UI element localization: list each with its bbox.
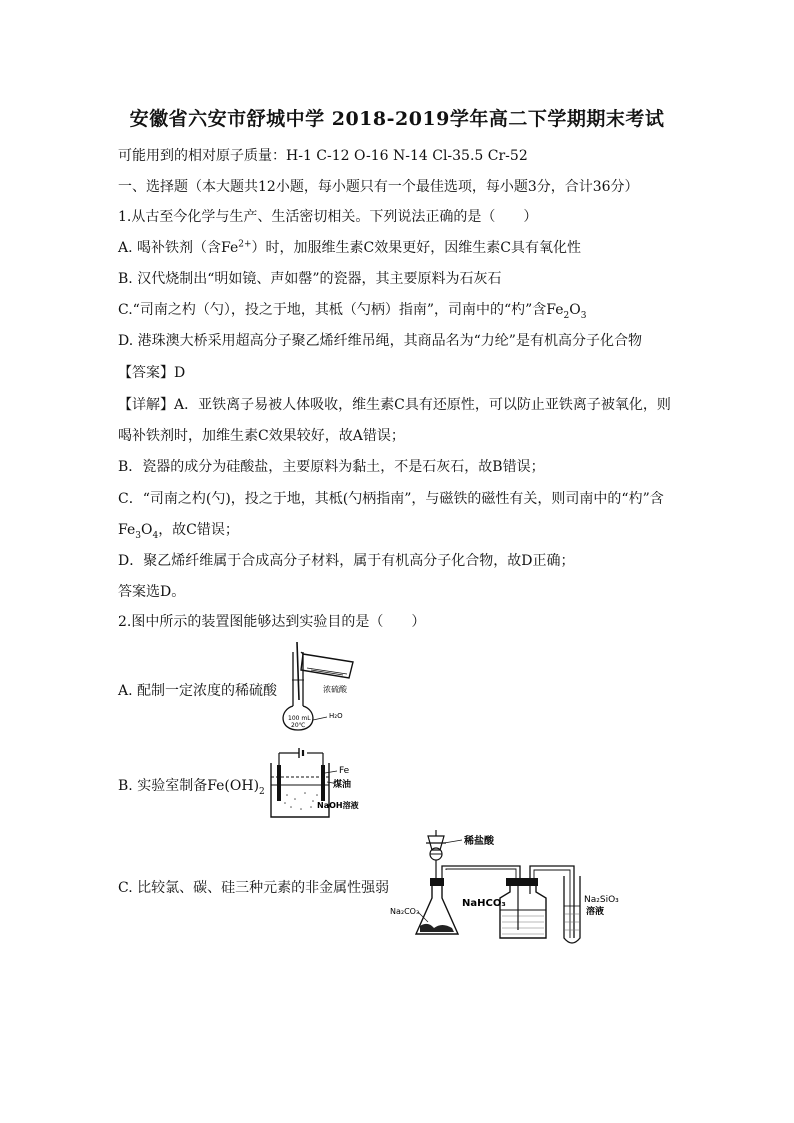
pouring-beaker [301,652,353,678]
q1-option-c-pre: C.“司南之杓（勺），投之于地，其柢（勺柄）指南”，司南中的“杓”含Fe [118,302,564,318]
separatory-funnel [426,830,446,878]
glass-rod [297,642,299,700]
conical-flask [416,870,458,934]
q1-option-a-sup: 2+ [238,239,252,250]
fig-a-temp: 20℃ [291,722,306,729]
fig-c-solution: 溶液 [586,907,605,917]
q2-option-c: C. 比较氯、碳、硅三种元素的非金属性强弱 [118,880,390,896]
q2-option-a: A. 配制一定浓度的稀硫酸 [118,683,278,699]
q1-option-c [118,300,586,320]
q1-detail-5-pre: Fe [118,522,136,538]
washing-bottle [500,878,546,938]
q1-answer: 【答案】D [118,365,186,381]
atomic-masses: 可能用到的相对原子质量：H-1 C-12 O-16 N-14 Cl-35.5 Cr-52 [118,148,528,164]
q2-stem: 2.图中所示的装置图能够达到实验目的是（ ） [118,614,426,630]
q2-option-b-sub: 2 [259,786,265,797]
q1-detail-5-post: ，故C错误； [158,522,239,538]
fig-c-na2co3: Na₂CO₃ [390,907,420,916]
q1-detail-1: 【详解】A．亚铁离子易被人体吸收，维生素C具有还原性，可以防止亚铁离子被氧化，则 [118,397,671,413]
q1-stem: 1.从古至今化学与生产、生活密切相关。下列说法正确的是（ ） [118,209,538,225]
q1-detail-4: C．“司南之杓(勺)，投之于地，其柢(勺柄指南”，与磁铁的磁性有关，则司南中的“杓”含 [118,491,664,507]
q1-option-a-pre: A. 喝补铁剂（含Fe [118,240,239,256]
fig-a-water: H₂O [329,712,343,720]
fig-c-nahco3: NaHCO₃ [462,898,506,909]
section-heading: 一、选择题（本大题共12小题，每小题只有一个最佳选项，每小题3分，合计36分） [118,179,639,195]
q1-option-a-post: ）时，加服维生素C效果更好，因维生素C具有氧化性 [251,240,581,256]
q1-option-c-sub1: 2 [563,310,570,321]
q1-option-a [118,238,581,258]
fig-a-volume: 100 mL [288,715,311,722]
q1-option-c-sub2: 3 [580,310,587,321]
q2-option-b [118,775,265,795]
fig-b-fe: Fe [339,766,350,776]
fig-c-hcl: 稀盐酸 [464,836,494,847]
q1-detail-2: 喝补铁剂时，加维生素C效果较好，故A错误； [118,428,405,444]
fig-b-naoh: NaOH溶液 [317,801,359,810]
fig-a-acid-label: 浓硫酸 [323,685,347,694]
fig-b-oil: 煤油 [333,780,352,790]
test-tube [564,876,580,943]
q1-detail-5-sub1: 3 [135,530,141,541]
q1-detail-7: 答案选D。 [118,584,186,600]
q2-figure-c [388,826,628,948]
q1-detail-5-mid: O [140,522,153,538]
q1-option-c-mid: O [569,302,581,318]
q1-detail-6: D．聚乙烯纤维属于合成高分子材料，属于有机高分子化合物，故D正确； [118,553,575,569]
q1-detail-3: B．瓷器的成分为硅酸盐，主要原料为黏土，不是石灰石，故B错误； [118,459,545,475]
electrode-right [321,765,325,801]
q2-figure-a [275,640,375,732]
q1-option-d: D. 港珠澳大桥采用超高分子聚乙烯纤维吊绳，其商品名为“力纶”是有机高分子化合物 [118,333,642,349]
tube-2 [530,866,574,938]
q1-detail-5 [118,520,239,540]
q2-option-b-pre: B. 实验室制备Fe(OH) [118,778,260,794]
fig-c-na2sio3: Na₂SiO₃ [584,895,619,905]
q1-option-b: B. 汉代烧制出“明如镜、声如罄”的瓷器，其主要原料为石灰石 [118,271,502,287]
page-title: 安徽省六安市舒城中学 2018-2019学年高二下学期期末考试 [129,108,665,130]
q1-detail-5-sub2: 4 [152,530,159,541]
electrode-left [277,765,281,801]
q2-figure-b [265,745,375,823]
